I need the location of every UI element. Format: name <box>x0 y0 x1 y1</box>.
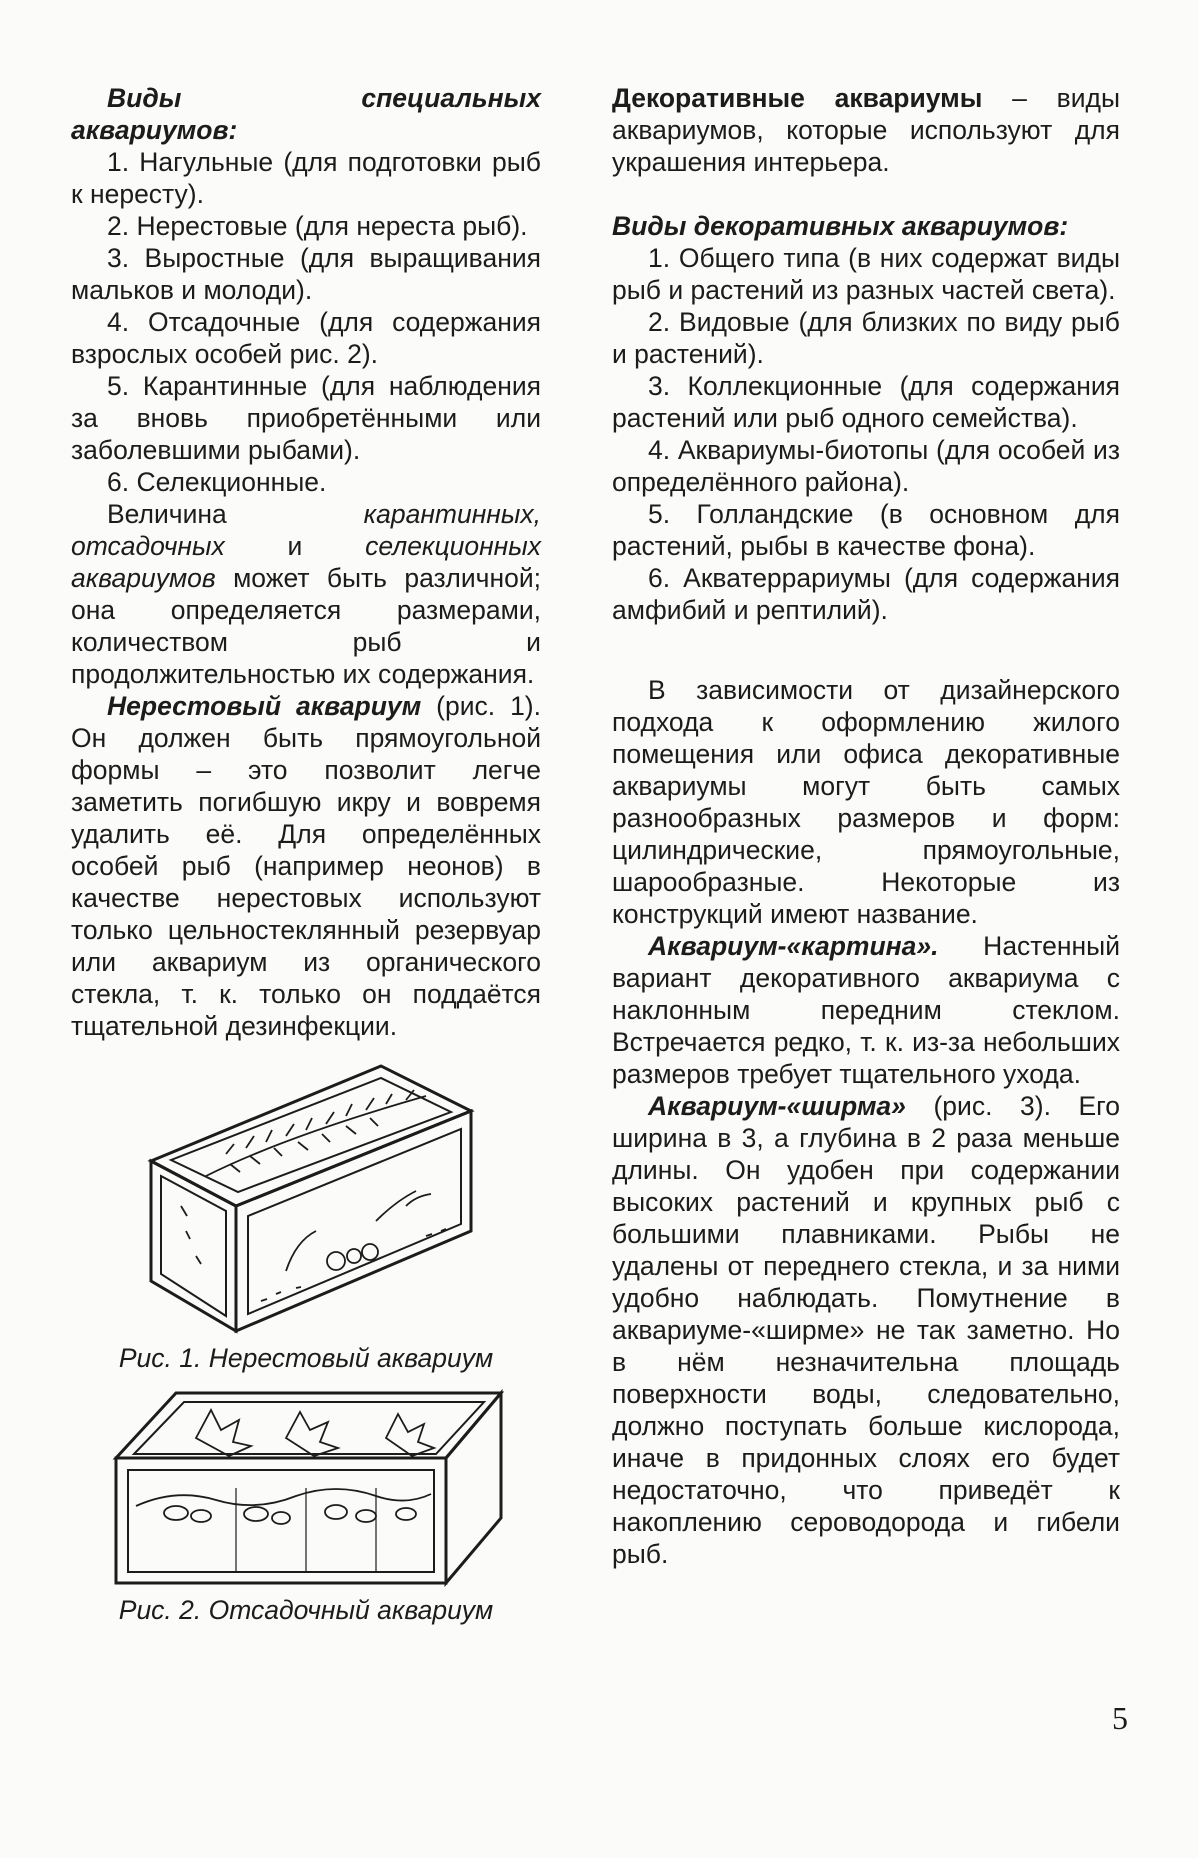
list-item: 1. Общего типа (в них содержат виды рыб и растений из разных частей света). <box>612 243 1120 305</box>
page-number: 5 <box>1112 1700 1128 1736</box>
size-paragraph: Величина карантинных, отсадочных и селекционных аквариумов может быть различной; она определяется размерами, количеством рыб и продолжительностью их содержания. <box>71 499 541 689</box>
screen-aquarium-paragraph: Аквариум-«ширма» (рис. 3). Его ширина в 3, а глубина в 2 раза меньше длины. Он удобен при содержании высоких растений и крупных рыб с большими плавниками. Рыбы не удалены от переднего стекла, и за ними удобно наблюдать. Помутнение в аквариуме-«ширме» не так заметно. Но в нём незначительна площадь поверхности воды, следовательно, должно поступать больше кислорода, иначе в придонных слоях его будет недостаточно, что приведёт к накоплению сероводорода и гибели рыб. <box>612 1091 1120 1569</box>
list-item: 5. Голландские (в основном для растений, рыбы в качестве фона). <box>612 499 1120 561</box>
list-item: 5. Карантинные (для наблюдения за вновь приобретёнными или заболевшими рыбами). <box>71 371 541 465</box>
list-item: 2. Нерестовые (для нереста рыб). <box>107 211 528 241</box>
design-paragraph: В зависимости от дизайнерского подхода к оформлению жилого помещения или офиса декоративные аквариумы могут быть самых разнообразных размеров и форм: цилиндрические, прямоугольные, шарообразные. Некоторые из конструкций имеют название. <box>612 675 1120 929</box>
list-item: 6. Селекционные. <box>107 467 327 497</box>
list-item: 4. Аквариумы-биотопы (для особей из определённого района). <box>612 435 1120 497</box>
figure-1-caption: Рис. 1. Нерестовый аквариум <box>118 1343 494 1373</box>
left-column <box>71 82 541 1626</box>
decorative-aquariums-heading: Виды декоративных аквариумов: <box>612 211 1069 241</box>
picture-aquarium-paragraph: Аквариум-«картина». Настенный вариант декоративного аквариума с наклонным передним стеклом. Встречается редко, т. к. из-за небольших размеров требует тщательного ухода. <box>612 931 1120 1089</box>
special-aquariums-heading: Виды специальных аквариумов: <box>71 83 541 145</box>
spawning-aquarium-paragraph: Нерестовый аквариум (рис. 1). Он должен быть прямоугольной формы – это позволит легче заметить погибшую икру и вовремя удалить её. Для определённых особей рыб (например неонов) в качестве нерестовых используют только цельностеклянный резервуар или аквариум из органического стекла, т. к. только он поддаётся тщательной дезинфекции. <box>71 691 541 1041</box>
figure-2-caption: Рис. 2. Отсадочный аквариум <box>118 1595 494 1625</box>
list-item: 3. Коллекционные (для содержания растений или рыб одного семейства). <box>612 371 1120 433</box>
decorative-intro-paragraph: Декоративные аквариумы – виды аквариумов, которые используют для украшения интерьера. <box>612 83 1121 177</box>
right-column <box>612 82 1120 1570</box>
list-item: 2. Видовые (для близких по виду рыб и растений). <box>612 307 1120 369</box>
list-item: 3. Выростные (для выращивания мальков и молоди). <box>71 243 541 305</box>
list-item: 1. Нагульные (для подготовки рыб к нересту). <box>71 147 541 209</box>
isolation-aquarium-illustration <box>106 1388 506 1588</box>
list-item: 6. Акватеррариумы (для содержания амфибий и рептилий). <box>612 563 1120 625</box>
list-item: 4. Отсадочные (для содержания взрослых особей рис. 2). <box>71 307 541 369</box>
spawning-aquarium-illustration <box>126 1056 486 1336</box>
